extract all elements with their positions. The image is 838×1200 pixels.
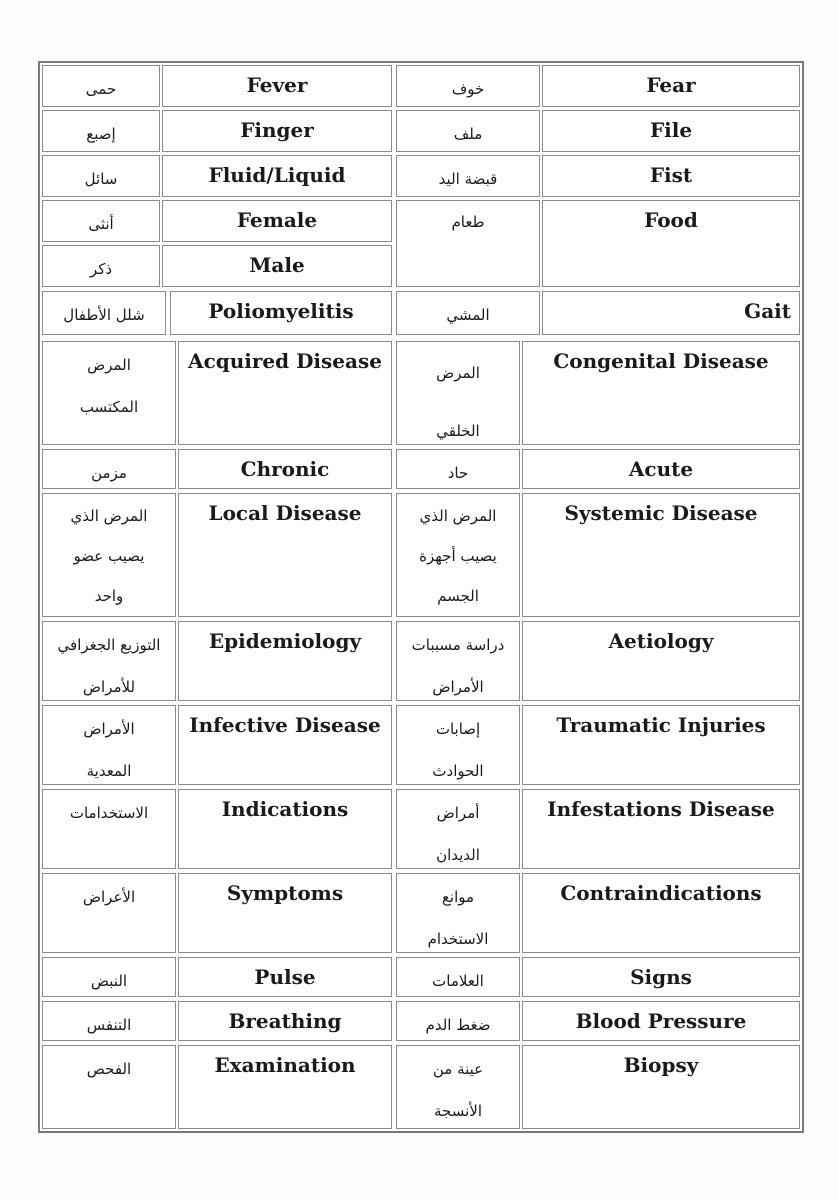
english-term-cell: Systemic Disease [522,493,800,617]
english-term-cell: Fluid/Liquid [162,155,392,197]
arabic-term-cell: دراسة مسببات الأمراض [396,621,520,701]
english-term-cell: Infective Disease [178,705,392,785]
arabic-term-cell: المرض الذي يصيب أجهزة الجسم [396,493,520,617]
english-term-cell: Fever [162,65,392,107]
arabic-term-cell: قبضة اليد [396,155,540,197]
arabic-term-cell: الأمراض المعدية [42,705,176,785]
arabic-term-cell: موانع الاستخدام [396,873,520,953]
english-term-cell: Chronic [178,449,392,489]
arabic-term-cell: المشي [396,291,540,335]
arabic-term-cell: أنثى [42,200,160,242]
english-term-cell: Acquired Disease [178,341,392,445]
arabic-term-cell: حمى [42,65,160,107]
arabic-term-cell: إصابات الحوادث [396,705,520,785]
english-term-cell: Infestations Disease [522,789,800,869]
arabic-term-cell: ضغط الدم [396,1001,520,1041]
english-term-cell: Male [162,245,392,287]
english-term-cell: File [542,110,800,152]
english-term-cell: Blood Pressure [522,1001,800,1041]
arabic-term-cell: التوزيع الجغرافي للأمراض [42,621,176,701]
arabic-term-cell: التنفس [42,1001,176,1041]
arabic-term-cell: حاد [396,449,520,489]
english-term-cell: Fist [542,155,800,197]
arabic-term-cell: المرض المكتسب [42,341,176,445]
arabic-term-cell: عينة من الأنسجة [396,1045,520,1129]
english-term-cell: Traumatic Injuries [522,705,800,785]
arabic-term-cell: سائل [42,155,160,197]
arabic-term-cell: مزمن [42,449,176,489]
english-term-cell: Acute [522,449,800,489]
english-term-cell: Epidemiology [178,621,392,701]
arabic-term-cell: الفحص [42,1045,176,1129]
arabic-term-cell: أمراض الديدان [396,789,520,869]
english-term-cell: Breathing [178,1001,392,1041]
english-term-cell: Food [542,200,800,287]
english-term-cell: Examination [178,1045,392,1129]
arabic-term-cell: ذكر [42,245,160,287]
glossary-table [38,61,804,1133]
english-term-cell: Fear [542,65,800,107]
arabic-term-cell: خوف [396,65,540,107]
english-term-cell: Aetiology [522,621,800,701]
english-term-cell: Female [162,200,392,242]
english-term-cell: Biopsy [522,1045,800,1129]
arabic-term-cell: ملف [396,110,540,152]
english-term-cell: Pulse [178,957,392,997]
arabic-term-cell: طعام [396,200,540,287]
english-term-cell: Symptoms [178,873,392,953]
english-term-cell: Congenital Disease [522,341,800,445]
arabic-term-cell: المرض الذي يصيب عضو واحد [42,493,176,617]
english-term-cell: Contraindications [522,873,800,953]
english-term-cell: Indications [178,789,392,869]
arabic-term-cell: شلل الأطفال [42,291,166,335]
arabic-term-cell: المرض الخلقي [396,341,520,445]
english-term-cell: Local Disease [178,493,392,617]
arabic-term-cell: العلامات [396,957,520,997]
arabic-term-cell: الاستخدامات [42,789,176,869]
arabic-term-cell: الأعراض [42,873,176,953]
english-term-cell: Gait [542,291,800,335]
english-term-cell: Poliomyelitis [170,291,392,335]
english-term-cell: Signs [522,957,800,997]
arabic-term-cell: إصبع [42,110,160,152]
arabic-term-cell: النبض [42,957,176,997]
english-term-cell: Finger [162,110,392,152]
